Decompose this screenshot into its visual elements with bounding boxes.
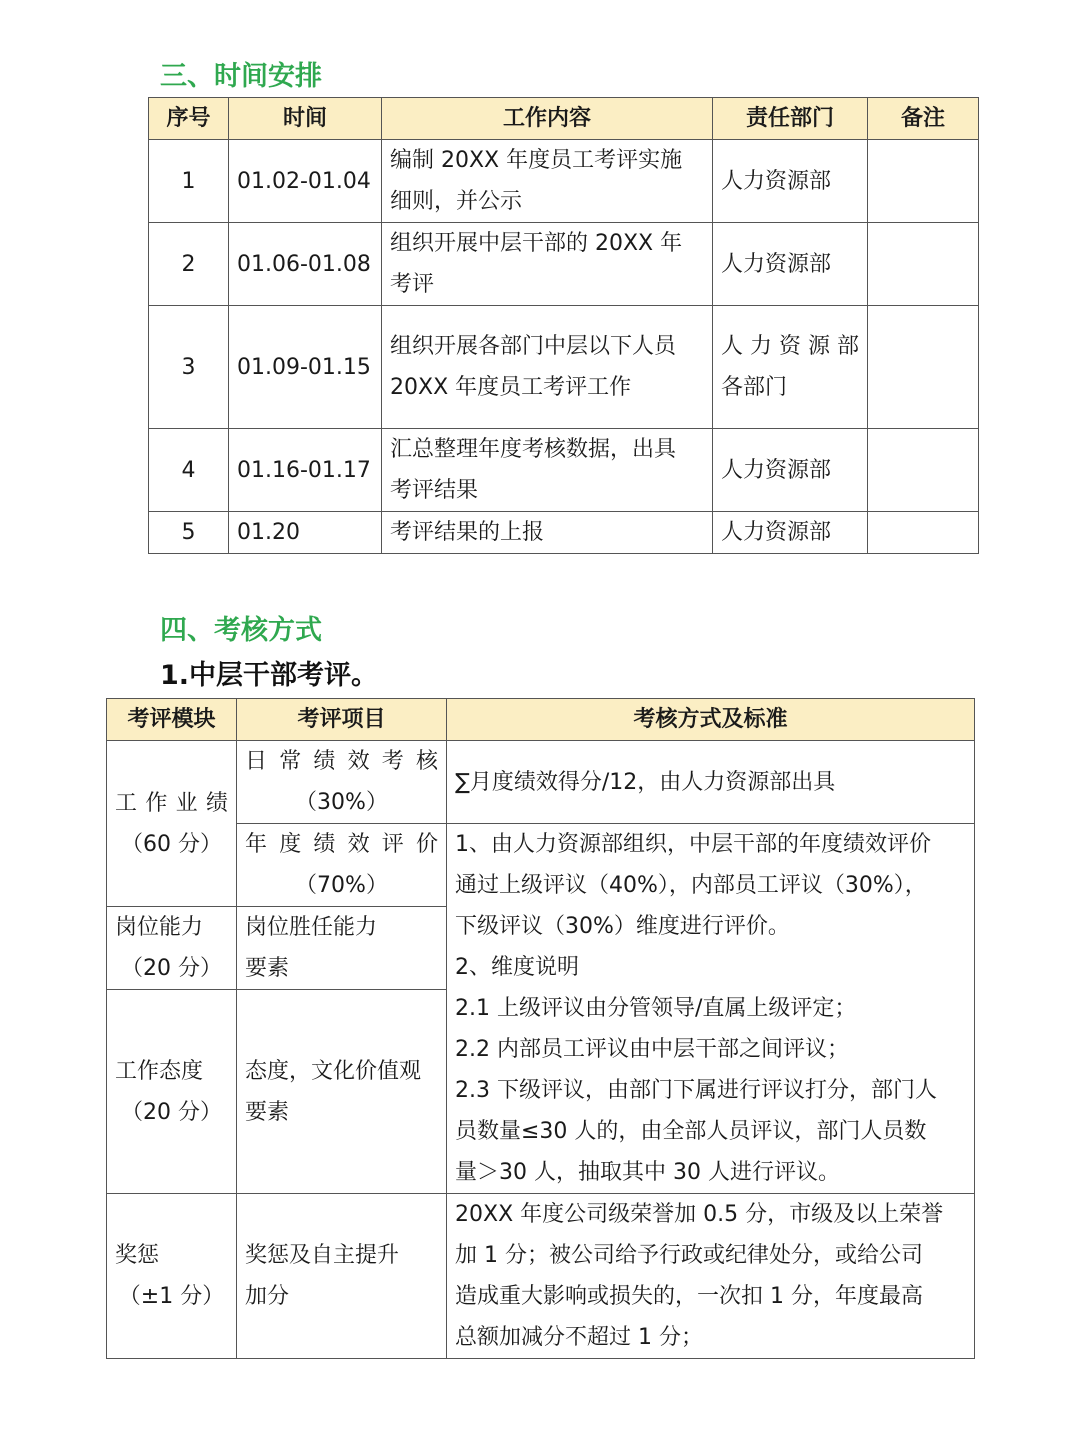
table-row — [107, 741, 975, 824]
method-reward — [447, 1194, 975, 1359]
method-line: 量＞30 人，抽取其中 30 人进行评议。 — [455, 1160, 840, 1185]
item-weight: （70%） — [295, 873, 388, 898]
col-header-module: 考评模块 — [107, 699, 237, 741]
module-score: （60 分） — [121, 831, 222, 857]
module-score: （±1 分） — [118, 1284, 225, 1309]
row-note — [868, 223, 979, 306]
col-header-time: 时间 — [229, 98, 382, 140]
row-dept — [713, 306, 868, 429]
row-number: 1 — [149, 140, 229, 223]
module-attitude — [107, 990, 237, 1194]
dept-line: 人力资源部 — [721, 334, 859, 359]
item-ability — [237, 907, 447, 990]
module-name: 工作业绩 — [115, 790, 228, 816]
row-content — [382, 512, 713, 554]
content-line: 组织开展各部门中层以下人员 — [390, 334, 677, 359]
content-line: 20XX 年度员工考评工作 — [390, 375, 632, 400]
row-time: 01.02-01.04 — [229, 140, 382, 223]
dept-line: 人力资源部 — [721, 520, 832, 545]
row-content — [382, 429, 713, 512]
method-annual — [447, 824, 975, 1194]
row-content — [382, 306, 713, 429]
row-content — [382, 223, 713, 306]
dept-line: 各部门 — [721, 375, 788, 400]
method-line: 总额加减分不超过 1 分； — [455, 1325, 703, 1350]
item-line: 要素 — [245, 1099, 290, 1125]
item-line: 要素 — [245, 956, 290, 981]
module-name: 奖惩 — [115, 1243, 160, 1268]
row-dept — [713, 223, 868, 306]
dept-line: 人力资源部 — [721, 168, 832, 194]
content-line: 组织开展中层干部的 20XX 年 — [390, 231, 683, 256]
dept-line: 人力资源部 — [721, 457, 832, 483]
section-4-title: 四、考核方式 — [160, 615, 322, 646]
row-note — [868, 429, 979, 512]
dept-line: 人力资源部 — [721, 251, 832, 277]
table-row — [149, 140, 979, 223]
row-note — [868, 306, 979, 429]
module-name: 工作态度 — [115, 1058, 204, 1084]
module-score: （20 分） — [121, 956, 222, 981]
item-line: 岗位胜任能力 — [245, 915, 378, 940]
method-line: 2.2 内部员工评议由中层干部之间评议； — [455, 1037, 849, 1062]
content-line: 考评结果的上报 — [390, 520, 545, 545]
col-header-content: 工作内容 — [382, 98, 713, 140]
col-header-method: 考核方式及标准 — [447, 699, 975, 741]
row-note — [868, 512, 979, 554]
row-time: 01.20 — [229, 512, 382, 554]
content-line: 考评 — [390, 272, 435, 297]
table-row — [107, 1194, 975, 1359]
table-row — [149, 306, 979, 429]
row-number: 5 — [149, 512, 229, 554]
item-name: 日常绩效考核 — [245, 749, 438, 774]
row-number: 3 — [149, 306, 229, 429]
schedule-table — [148, 97, 979, 554]
module-work — [107, 741, 237, 907]
item-daily — [237, 741, 447, 824]
method-line: 2、维度说明 — [455, 955, 579, 980]
method-line: 1、由人力资源部组织，中层干部的年度绩效评价 — [455, 832, 931, 857]
content-line: 汇总整理年度考核数据，出具 — [390, 437, 677, 462]
method-line: 加 1 分；被公司给予行政或纪律处分，或给公司 — [455, 1243, 923, 1268]
row-dept — [713, 140, 868, 223]
method-line: 2.3 下级评议，由部门下属进行评议打分，部门人 — [455, 1078, 937, 1103]
method-line: 下级评议（30%）维度进行评价。 — [455, 914, 790, 939]
section-4-subtitle: 1.中层干部考评。 — [160, 660, 379, 691]
row-time: 01.16-01.17 — [229, 429, 382, 512]
assessment-table — [106, 698, 975, 1359]
method-line: 20XX 年度公司级荣誉加 0.5 分，市级及以上荣誉 — [455, 1202, 944, 1227]
module-name: 岗位能力 — [115, 915, 204, 940]
item-name: 年度绩效评价 — [245, 832, 438, 857]
col-header-note: 备注 — [868, 98, 979, 140]
row-dept — [713, 512, 868, 554]
col-header-item: 考评项目 — [237, 699, 447, 741]
module-reward — [107, 1194, 237, 1359]
table-row — [107, 824, 975, 907]
content-line: 编制 20XX 年度员工考评实施 — [390, 148, 683, 173]
schedule-header-row — [149, 98, 979, 140]
table-row — [149, 223, 979, 306]
item-line: 加分 — [245, 1284, 290, 1309]
item-annual — [237, 824, 447, 907]
item-attitude — [237, 990, 447, 1194]
method-line: 员数量≤30 人的，由全部人员评议，部门人员数 — [455, 1119, 927, 1144]
table-row — [149, 429, 979, 512]
item-line: 态度，文化价值观 — [245, 1058, 422, 1084]
row-content — [382, 140, 713, 223]
item-line: 奖惩及自主提升 — [245, 1243, 400, 1268]
method-line: 通过上级评议（40%），内部员工评议（30%）， — [455, 873, 927, 898]
item-reward — [237, 1194, 447, 1359]
row-dept — [713, 429, 868, 512]
content-line: 细则，并公示 — [390, 189, 523, 214]
table-row — [149, 512, 979, 554]
row-time: 01.09-01.15 — [229, 306, 382, 429]
method-line: 造成重大影响或损失的，一次扣 1 分，年度最高 — [455, 1284, 923, 1309]
content-line: 考评结果 — [390, 478, 479, 503]
method-daily: ∑月度绩效得分/12，由人力资源部出具 — [447, 741, 975, 824]
section-3-title: 三、时间安排 — [160, 61, 322, 92]
module-score: （20 分） — [121, 1099, 222, 1125]
item-weight: （30%） — [295, 790, 388, 815]
col-header-no: 序号 — [149, 98, 229, 140]
module-ability — [107, 907, 237, 990]
col-header-dept: 责任部门 — [713, 98, 868, 140]
row-number: 4 — [149, 429, 229, 512]
assessment-header-row — [107, 699, 975, 741]
row-time: 01.06-01.08 — [229, 223, 382, 306]
row-number: 2 — [149, 223, 229, 306]
row-note — [868, 140, 979, 223]
method-line: 2.1 上级评议由分管领导/直属上级评定； — [455, 996, 857, 1021]
